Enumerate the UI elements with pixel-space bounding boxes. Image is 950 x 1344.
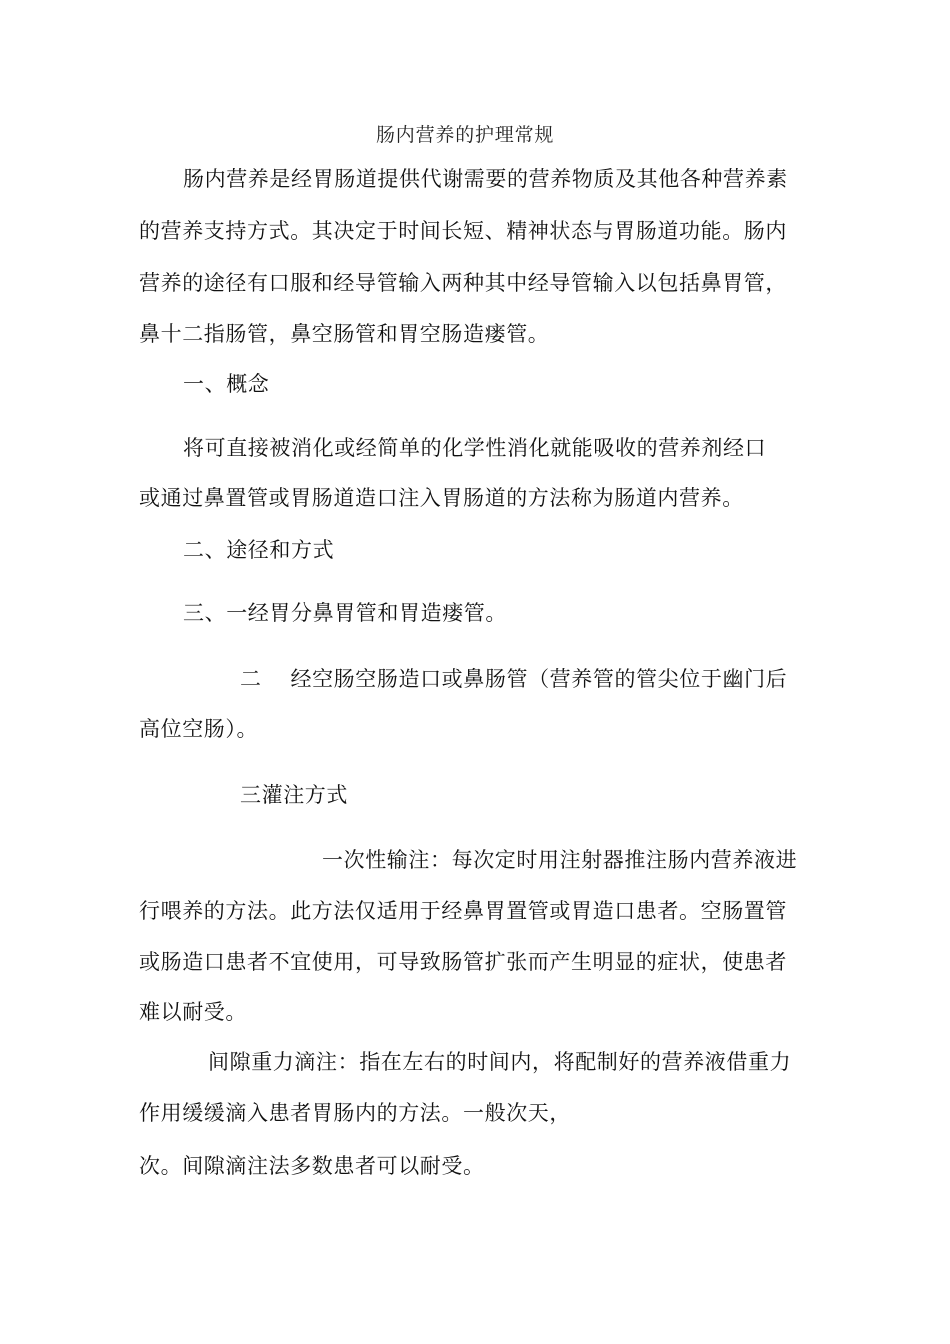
intro-line-4: 鼻十二指肠管，鼻空肠管和胃空肠造瘘管。 [139, 322, 550, 346]
intro-line-1: 肠内营养是经胃肠道提供代谢需要的营养物质及其他各种营养素 [183, 167, 788, 191]
section-heading-concept: 一、概念 [183, 372, 270, 396]
bolus-line-4: 难以耐受。 [139, 1000, 247, 1024]
intro-line-2: 的营养支持方式。其决定于时间长短、精神状态与胃肠道功能。肠内 [139, 219, 787, 243]
gravity-line-2: 作用缓缓滴入患者胃肠内的方法。一般次天， [139, 1101, 571, 1125]
bolus-line-3: 或肠造口患者不宜使用，可导致肠管扩张而产生明显的症状，使患者 [139, 950, 787, 974]
bolus-line-2: 行喂养的方法。此方法仅适用于经鼻胃置管或胃造口患者。空肠置管 [139, 899, 787, 923]
gravity-line-1: 间隙重力滴注：指在左右的时间内，将配制好的营养液借重力 [208, 1050, 792, 1074]
document-title: 肠内营养的护理常规 [376, 124, 555, 146]
gravity-line-3: 次。间隙滴注法多数患者可以耐受。 [139, 1154, 485, 1178]
concept-line-1: 将可直接被消化或经简单的化学性消化就能吸收的营养剂经口 [183, 436, 767, 460]
section-heading-infusion: 三灌注方式 [240, 783, 348, 807]
route-jejunal-line-1: 二 经空肠空肠造口或鼻肠管（营养管的管尖位于幽门后 [240, 667, 788, 691]
route-gastric: 三、一经胃分鼻胃管和胃造瘘管。 [183, 601, 507, 625]
section-heading-routes: 二、途径和方式 [183, 538, 335, 562]
route-jejunal-line-2: 高位空肠）。 [139, 717, 259, 741]
concept-line-2: 或通过鼻置管或胃肠道造口注入胃肠道的方法称为肠道内营养。 [139, 486, 744, 510]
bolus-line-1: 一次性输注：每次定时用注射器推注肠内营养液进 [322, 848, 798, 872]
intro-line-3: 营养的途径有口服和经导管输入两种其中经导管输入以包括鼻胃管， [139, 271, 787, 295]
